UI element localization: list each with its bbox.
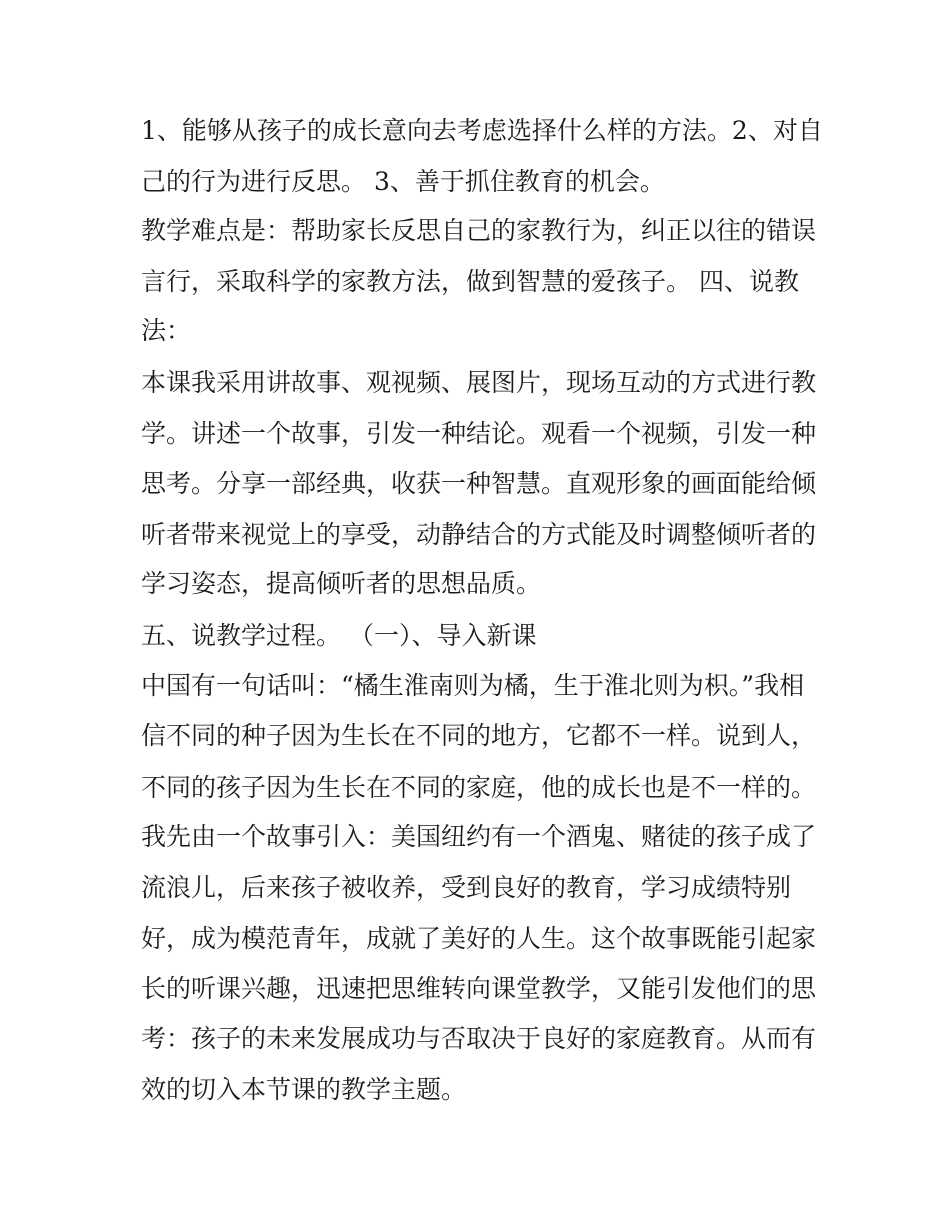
text-line: 己的行为进行反思。 3、善于抓住教育的机会。 — [141, 167, 665, 196]
text-line: 长的听课兴趣，迅速把思维转向课堂教学，又能引发他们的思 — [141, 974, 817, 1003]
text-line: 我先由一个故事引入：美国纽约有一个酒鬼、赌徒的孩子成了 — [141, 822, 817, 851]
text-line: 效的切入本节课的教学主题。 — [141, 1075, 467, 1104]
section-heading: 五、说教学过程。 （一）、导入新课 — [141, 621, 537, 650]
text-line: 言行，采取科学的家教方法，做到智慧的爱孩子。 四、说教 — [141, 267, 799, 296]
text-line: 学习姿态，提高倾听者的思想品质。 — [141, 569, 542, 598]
text-line: 本课我采用讲故事、观视频、展图片，现场互动的方式进行教 — [141, 368, 817, 397]
text-line: 不同的孩子因为生长在不同的家庭，他的成长也是不一样的。 — [141, 773, 817, 802]
text-line: 法： — [141, 316, 192, 345]
text-line: 流浪儿，后来孩子被收养，受到良好的教育，学习成绩特别 — [141, 873, 792, 902]
text-line: 思考。分享一部经典，收获一种智慧。直观形象的画面能给倾 — [141, 469, 817, 498]
text-line: 信不同的种子因为生长在不同的地方，它都不一样。说到人， — [141, 721, 817, 750]
text-line: 考：孩子的未来发展成功与否取决于良好的家庭教育。从而有 — [141, 1024, 817, 1053]
text-line: 1、能够从孩子的成长意向去考虑选择什么样的方法。2、对自 — [141, 116, 823, 145]
text-line: 好，成为模范青年，成就了美好的人生。这个故事既能引起家 — [141, 924, 817, 953]
text-line: 学。讲述一个故事，引发一种结论。观看一个视频，引发一种 — [141, 419, 817, 448]
text-line: 听者带来视觉上的享受，动静结合的方式能及时调整倾听者的 — [141, 520, 817, 549]
text-line: 教学难点是：帮助家长反思自己的家教行为，纠正以往的错误 — [141, 216, 817, 245]
text-line: 中国有一句话叫：“橘生淮南则为橘，生于淮北则为枳。”我相 — [141, 671, 805, 700]
